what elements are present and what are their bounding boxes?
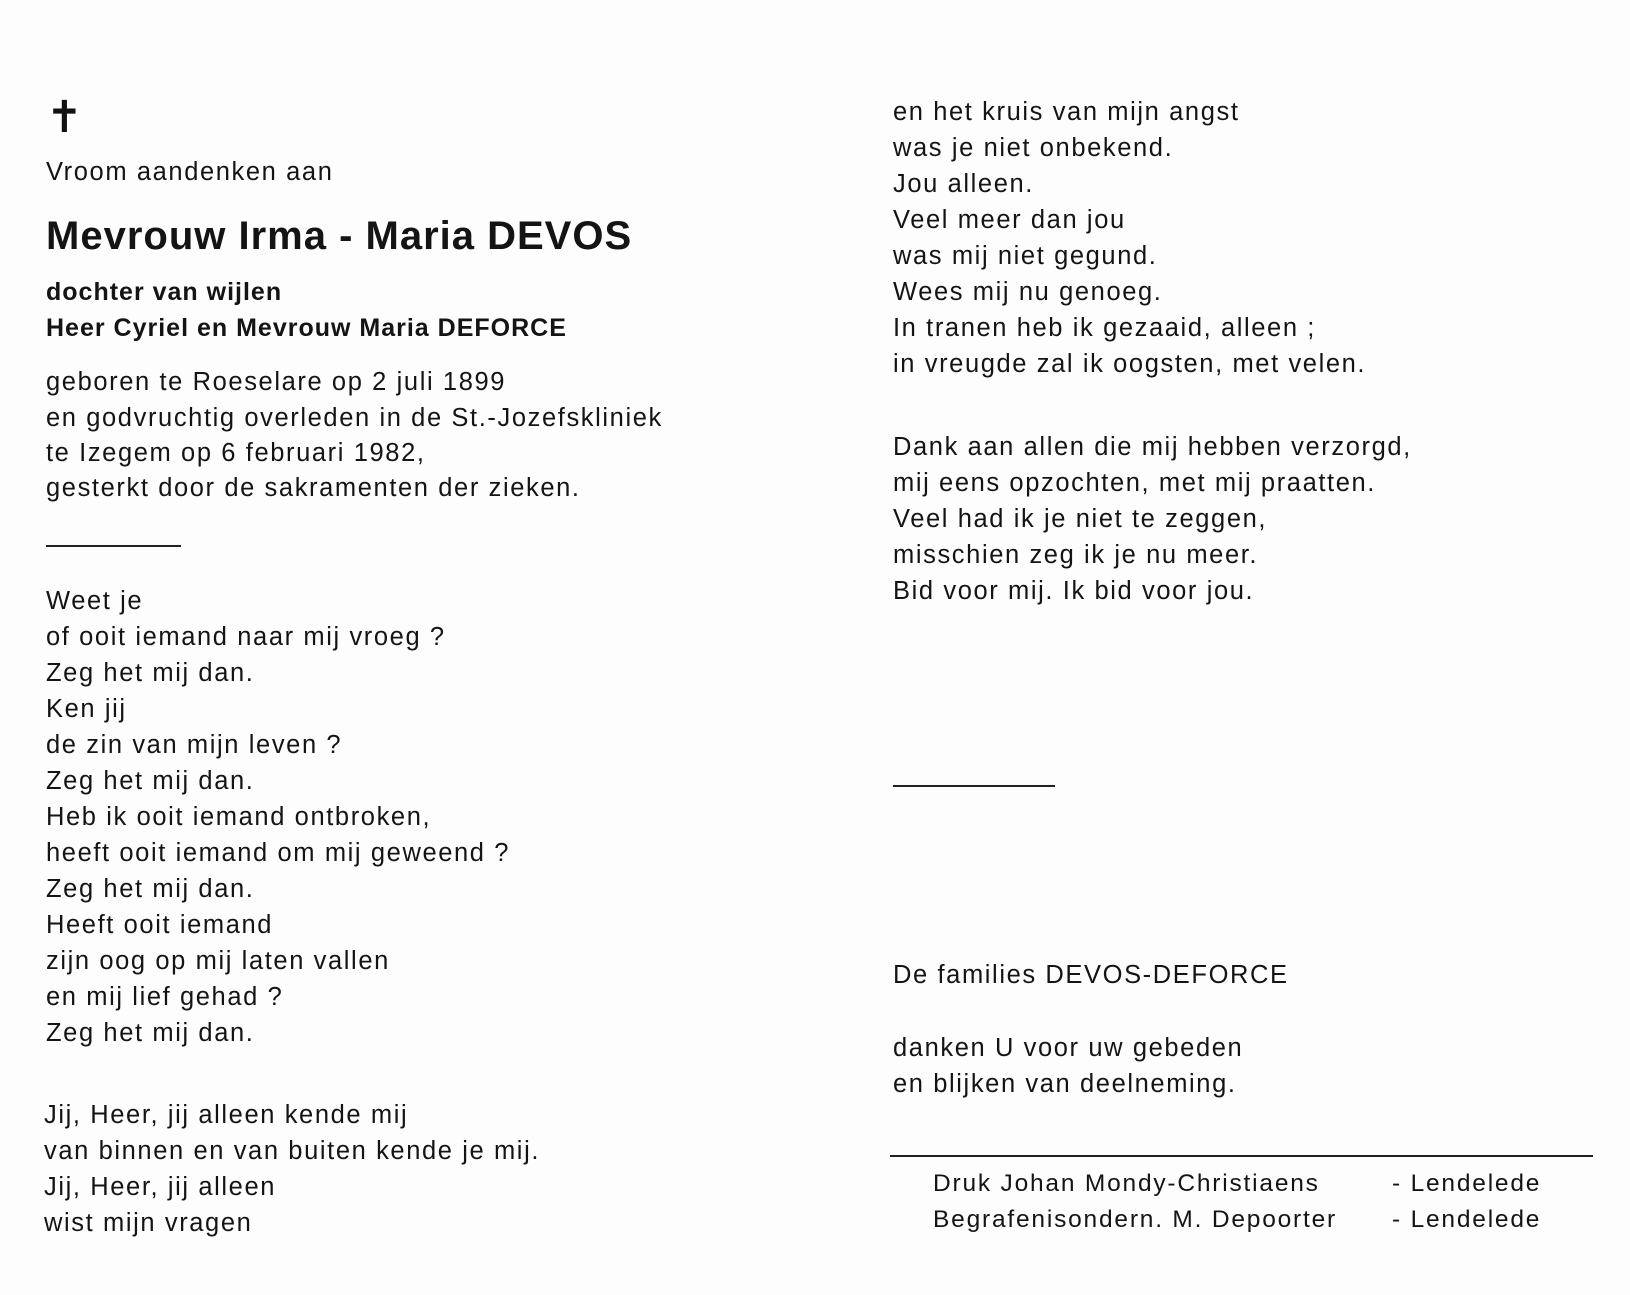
poem-line: Weet je — [46, 587, 144, 615]
intro-text: Vroom aandenken aan — [46, 158, 334, 186]
poem-line: en het kruis van mijn angst — [893, 98, 1240, 126]
poem-line: was je niet onbekend. — [893, 134, 1174, 162]
poem-line: Ken jij — [46, 695, 127, 723]
poem-line: Dank aan allen die mij hebben verzorgd, — [893, 433, 1412, 461]
poem-line: Veel meer dan jou — [893, 206, 1126, 234]
printer-name: Druk Johan Mondy-Christiaens — [933, 1170, 1320, 1197]
poem-line: van binnen en van buiten kende je mij. — [44, 1137, 541, 1165]
poem-line: Jij, Heer, jij alleen — [44, 1173, 277, 1201]
poem-line: Jou alleen. — [893, 170, 1034, 198]
poem-line: Jij, Heer, jij alleen kende mij — [44, 1101, 409, 1129]
poem-line: heeft ooit iemand om mij geweend ? — [46, 839, 511, 867]
poem-line: In tranen heb ik gezaaid, alleen ; — [893, 314, 1316, 342]
poem-line: Zeg het mij dan. — [46, 659, 255, 687]
poem-line: en mij lief gehad ? — [46, 983, 284, 1011]
poem-line: de zin van mijn leven ? — [46, 731, 343, 759]
poem-line: wist mijn vragen — [44, 1209, 253, 1237]
parents-line-2: Heer Cyriel en Mevrouw Maria DEFORCE — [46, 314, 567, 342]
family-line: De families DEVOS-DEFORCE — [893, 961, 1289, 989]
footer-rule — [890, 1155, 1593, 1157]
poem-line: Heb ik ooit iemand ontbroken, — [46, 803, 432, 831]
poem-line: Wees mij nu genoeg. — [893, 278, 1163, 306]
poem-line: mij eens opzochten, met mij praatten. — [893, 469, 1376, 497]
family-thanks-line: danken U voor uw gebeden — [893, 1034, 1244, 1062]
cross-icon: ✝ — [46, 92, 83, 143]
poem-line: Zeg het mij dan. — [46, 875, 255, 903]
undertaker-place: - Lendelede — [1392, 1206, 1542, 1233]
poem-line: Heeft ooit iemand — [46, 911, 274, 939]
undertaker-name: Begrafenisondern. M. Depoorter — [933, 1206, 1337, 1233]
poem-line: in vreugde zal ik oogsten, met velen. — [893, 350, 1367, 378]
biography-line: gesterkt door de sakramenten der zieken. — [46, 474, 581, 502]
poem-line: Zeg het mij dan. — [46, 767, 255, 795]
poem-line: Zeg het mij dan. — [46, 1019, 255, 1047]
biography-line: te Izegem op 6 februari 1982, — [46, 439, 426, 467]
deceased-name: Mevrouw Irma - Maria DEVOS — [46, 214, 633, 258]
divider-right — [893, 785, 1055, 787]
poem-line: Bid voor mij. Ik bid voor jou. — [893, 577, 1255, 605]
poem-line: Veel had ik je niet te zeggen, — [893, 505, 1268, 533]
printer-place: - Lendelede — [1392, 1170, 1542, 1197]
biography-line: en godvruchtig overleden in de St.-Jozefskliniek — [46, 404, 663, 432]
poem-line: of ooit iemand naar mij vroeg ? — [46, 623, 446, 651]
poem-line: zijn oog op mij laten vallen — [46, 947, 390, 975]
family-thanks-line: en blijken van deelneming. — [893, 1070, 1237, 1098]
poem-line: misschien zeg ik je nu meer. — [893, 541, 1259, 569]
parents-line-1: dochter van wijlen — [46, 278, 283, 306]
poem-line: was mij niet gegund. — [893, 242, 1158, 270]
biography-line: geboren te Roeselare op 2 juli 1899 — [46, 368, 507, 396]
divider-left — [46, 545, 181, 547]
